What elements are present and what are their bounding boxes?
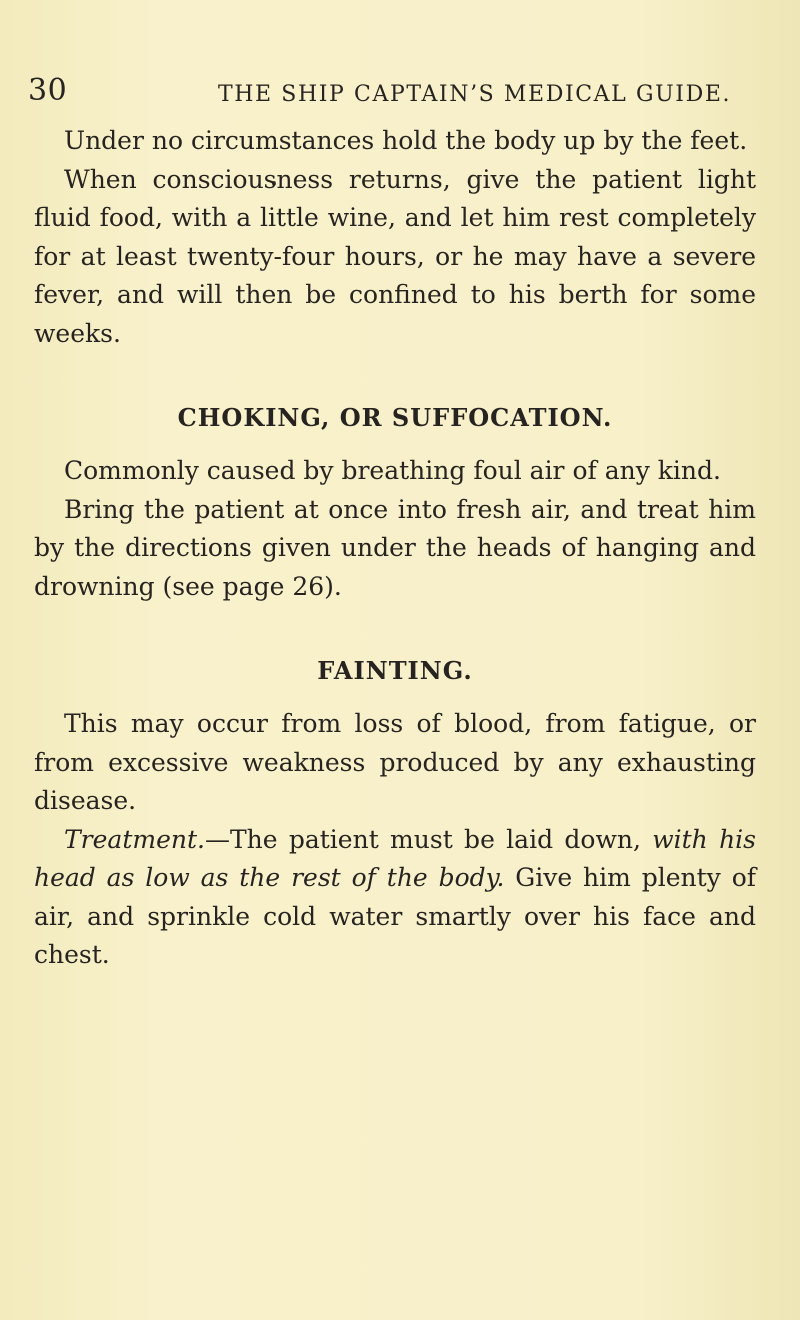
paragraph: This may occur from loss of blood, from fatigue, or from excessive weakness produced by any exhausting disease. xyxy=(34,709,756,815)
paragraph: Under no circumstances hold the body up by the feet. xyxy=(64,126,748,155)
treatment-italic: with his head as low as the rest of the body. xyxy=(34,824,757,892)
section-gap xyxy=(34,606,756,656)
section-gap xyxy=(34,685,756,705)
section-gap xyxy=(34,432,756,452)
page-content xyxy=(34,122,756,975)
running-head: THE SHIP CAPTAIN’S MEDICAL GUIDE. xyxy=(218,82,732,107)
treatment-text-b: Give him plenty of air, and sprinkle cold water smartly over his face and chest. xyxy=(34,863,756,969)
paragraph-treatment xyxy=(34,821,756,975)
paragraph: Bring the patient at once into fresh air, and treat him by the directions given under the heads of hanging and drowning (see page 26). xyxy=(34,494,756,601)
page-number: 30 xyxy=(28,73,68,108)
page-header xyxy=(28,72,768,112)
treatment-text-a: —The patient must be laid down, xyxy=(204,824,653,854)
section-heading-choking: CHOKING, OR SUFFOCATION. xyxy=(177,403,613,432)
treatment-label: Treatment. xyxy=(64,824,205,854)
paragraph: When consciousness returns, give the patient light fluid food, with a little wine, and let him rest completely for at least twenty-four hours, or he may have a severe fever, and will then be confined to his berth for some weeks. xyxy=(34,164,756,348)
section-heading-fainting: FAINTING. xyxy=(317,656,473,685)
section-gap xyxy=(34,353,756,403)
paragraph: Commonly caused by breathing foul air of any kind. xyxy=(64,456,721,485)
